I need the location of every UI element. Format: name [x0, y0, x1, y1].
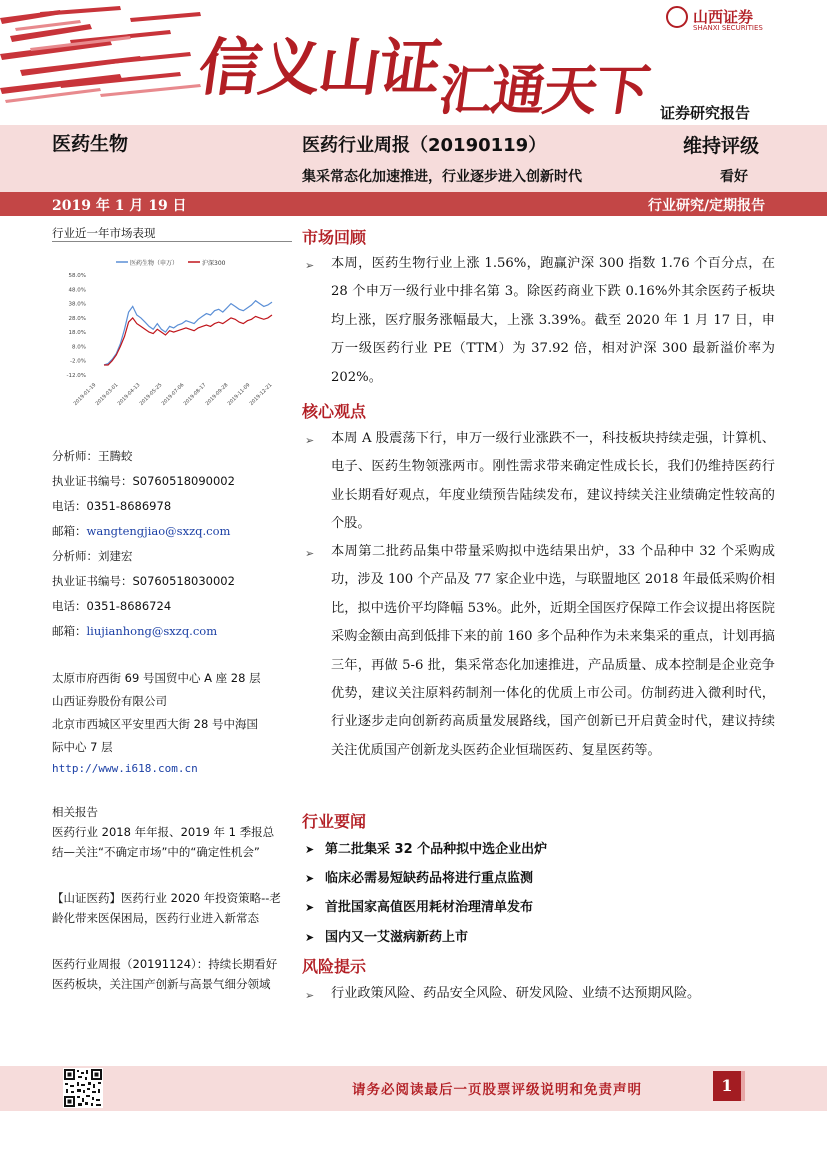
bullet-icon: ➢ — [305, 989, 315, 1002]
section-core-views: 核心观点 — [302, 402, 367, 421]
report-date: 2019 年 1 月 19 日 — [52, 198, 187, 214]
related-reports-heading: 相关报告 — [52, 805, 98, 819]
bullet-icon: ➢ — [305, 547, 315, 560]
legend-label-a: 医药生物（申万） — [130, 260, 179, 267]
slogan-part1: 信义山证 — [194, 31, 445, 104]
x-tick-label: 2019-09-28 — [204, 382, 230, 407]
company-logo-icon — [666, 6, 688, 28]
page-number: 1 — [713, 1071, 741, 1101]
chart-caption: 行业近一年市场表现 — [52, 226, 156, 240]
rating-label: 维持评级 — [683, 135, 760, 157]
analyst-2-cert: 执业证书编号：S0760518030002 — [52, 574, 235, 588]
section-market-review: 市场回顾 — [302, 228, 367, 247]
news-item-2[interactable] — [305, 867, 533, 886]
section-industry-news: 行业要闻 — [302, 812, 367, 831]
address-line-3: 北京市西城区平安里西大街 28 号中海国 — [52, 717, 258, 731]
arrow-icon: ➤ — [305, 901, 315, 914]
report-type: 证券研究报告 — [660, 104, 751, 122]
company-name-en: SHANXI SECURITIES — [693, 24, 763, 32]
rating-value: 看好 — [720, 169, 748, 185]
y-tick-label: 38.0% — [68, 301, 86, 308]
news-item-4-label: 国内又一艾滋病新药上市 — [325, 930, 469, 945]
core-views-text-1: 本周 A 股震荡下行，申万一级行业涨跌不一，科技板块持续走强，计算机、电子、医药生物领涨两市。刚性需求带来确定性成长长，我们仍维持医药行业长期看好观点，年度业绩预告陆续发布，建议持续关注业绩确定性较高的个股。 — [331, 431, 775, 532]
news-item-1-label: 第二批集采 32 个品种拟中选企业出炉 — [325, 842, 548, 857]
risk-text: 行业政策风险、药品安全风险、研发风险、业绩不达预期风险。 — [331, 986, 701, 1001]
bullet-icon: ➢ — [305, 259, 315, 272]
arrow-icon: ➤ — [305, 872, 315, 885]
market-performance-chart — [52, 240, 288, 440]
related-report-1[interactable]: 医药行业 2018 年年报、2019 年 1 季报总结—关注“不确定市场”中的“确定性机会” — [52, 825, 275, 859]
y-tick-label: 28.0% — [68, 315, 86, 322]
header-banner — [0, 0, 827, 125]
core-views-paragraph-2 — [305, 538, 775, 765]
x-tick-label: 2019-07-06 — [160, 382, 186, 407]
core-views-text-2: 本周第二批药品集中带量采购拟中选结果出炉，33 个品种中 32 个采购成功，涉及 100 个产品及 77 家企业中选，与联盟地区 2018 年最低采购价相比，拟中选价平均降幅 53%。此外，近期全国医疗保障工作会议提出将医院采购金额由高到低排下来的前 160 多个品种作为未来集采的重点，计划再搞三年，再做 5-6 批，集采常态化加速推进，产品质量、成本控制是企业竞争优势，建议关注原料药制剂一体化的优质上市公司。仿制药进入微利时代，行业逐步走向创新药高质量发展路线，国产创新已开启黄金时代，建议持续关注优质国产创新龙头医药企业恒瑞医药、复星医药等。 — [331, 544, 775, 758]
y-tick-label: -2.0% — [70, 358, 86, 365]
market-review-text: 本周，医药生物行业上涨 1.56%，跑赢沪深 300 指数 1.76 个百分点，在 28 个申万一级行业中排名第 3。除医药商业下跌 0.16%外其余医药子板块均上涨，医疗服务涨幅最大，上涨 3.39%。截至 2020 年 1 月 17 日，申万一级医药行业 PE（TTM）为 37.92 倍，相对沪深 300 最新溢价率为 202%。 — [331, 256, 775, 385]
arrow-icon: ➤ — [305, 843, 315, 856]
address-line-2: 山西证券股份有限公司 — [52, 694, 167, 708]
y-tick-label: 18.0% — [68, 330, 86, 337]
qr-code-icon[interactable] — [63, 1068, 103, 1108]
page-title: 医药行业周报（20190119） — [302, 135, 547, 156]
news-item-3-label: 首批国家高值医用耗材治理清单发布 — [325, 900, 534, 915]
analyst-2-phone: 电话：0351-8686724 — [52, 599, 172, 613]
y-tick-label: 8.0% — [72, 344, 86, 351]
news-item-4[interactable] — [305, 926, 468, 945]
analyst-1-cert: 执业证书编号：S0760518090002 — [52, 474, 235, 488]
analyst-2-email[interactable]: liujianhong@sxzq.com — [86, 624, 218, 638]
website-link[interactable]: http://www.i618.com.cn — [52, 762, 198, 775]
analyst-1-name: 分析师：王腾蛟 — [52, 449, 133, 463]
footer-disclaimer: 请务必阅读最后一页股票评级说明和免责声明 — [352, 1082, 642, 1098]
news-item-1[interactable] — [305, 838, 547, 857]
analyst-1-email-row — [52, 523, 230, 539]
x-tick-label: 2019-05-25 — [138, 382, 164, 407]
x-tick-label: 2019-04-13 — [116, 382, 142, 407]
report-category: 行业研究/定期报告 — [648, 198, 766, 214]
legend-label-b: 沪深300 — [202, 260, 226, 267]
analyst-1-email[interactable]: wangtengjiao@sxzq.com — [86, 524, 231, 538]
news-item-3[interactable] — [305, 896, 533, 915]
analyst-2-name: 分析师：刘建宏 — [52, 549, 133, 563]
x-tick-label: 2019-11-09 — [226, 382, 252, 407]
related-report-2[interactable]: 【山证医药】医药行业 2020 年投资策略--老龄化带来医保困局，医药行业进入新常态 — [52, 891, 281, 925]
x-tick-label: 2019-03-01 — [94, 382, 120, 407]
series-line-1 — [104, 301, 272, 365]
section-risk: 风险提示 — [302, 957, 367, 976]
series-line-2 — [104, 315, 272, 365]
y-tick-label: -12.0% — [66, 373, 86, 379]
analyst-1-email-label: 邮箱： — [52, 524, 87, 538]
slogan-part2: 汇通天下 — [435, 58, 653, 122]
address-line-4: 际中心 7 层 — [52, 740, 113, 754]
y-tick-label: 48.0% — [68, 287, 86, 294]
market-review-paragraph — [305, 250, 775, 392]
core-views-paragraph-1 — [305, 425, 775, 539]
related-report-3[interactable]: 医药行业周报（20191124）：持续长期看好医药板块，关注国产创新与高景气细分领域 — [52, 957, 278, 991]
page-subtitle: 集采常态化加速推进，行业逐步进入创新时代 — [302, 169, 582, 185]
analyst-1-phone: 电话：0351-8686978 — [52, 499, 172, 513]
analyst-2-email-label: 邮箱： — [52, 624, 87, 638]
arrow-icon: ➤ — [305, 931, 315, 944]
risk-paragraph — [305, 980, 775, 1008]
bullet-icon: ➢ — [305, 434, 315, 447]
address-line-1: 太原市府西街 69 号国贸中心 A 座 28 层 — [52, 671, 261, 685]
news-item-2-label: 临床必需易短缺药品将进行重点监测 — [325, 871, 534, 886]
y-tick-label: 58.0% — [68, 273, 86, 279]
company-name-cn: 山西证券 — [693, 8, 754, 26]
x-tick-label: 2019-12-21 — [248, 382, 274, 407]
x-tick-label: 2019-08-17 — [182, 382, 208, 407]
page-number-accent — [741, 1071, 745, 1101]
analyst-2-email-row — [52, 623, 217, 639]
sector-label: 医药生物 — [52, 133, 129, 155]
x-tick-label: 2019-01-19 — [72, 382, 98, 407]
